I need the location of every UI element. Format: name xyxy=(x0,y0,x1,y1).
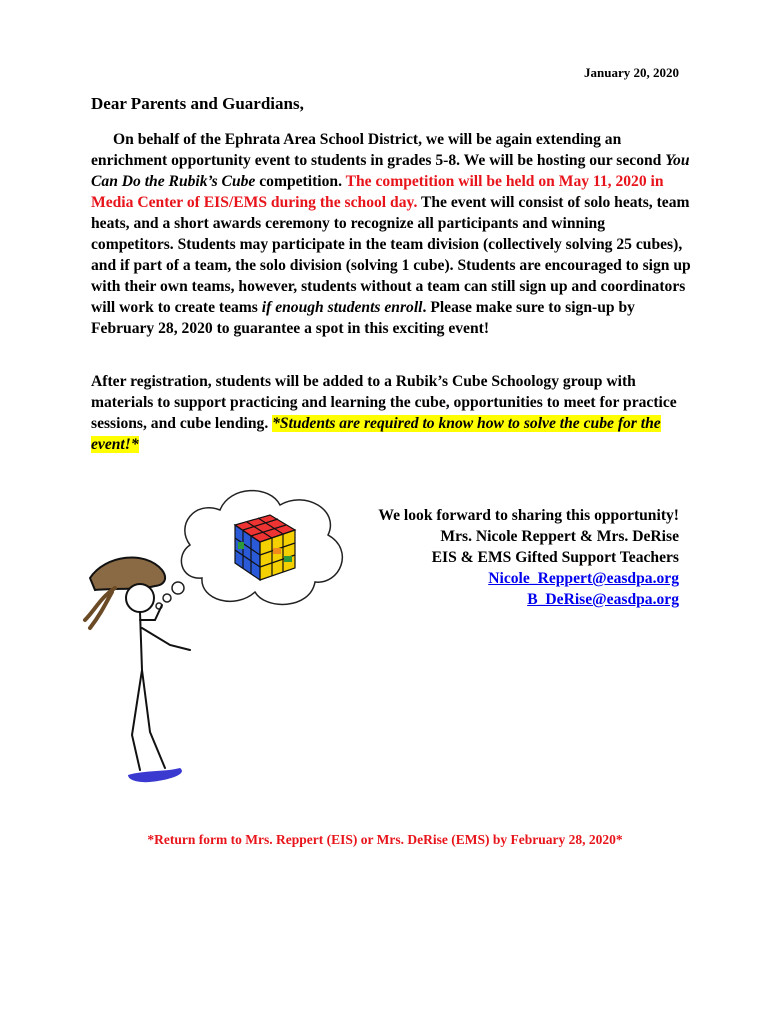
email-link-reppert[interactable]: Nicole_Reppert@easdpa.org xyxy=(488,570,679,587)
stick-figure-thinking-illustration xyxy=(70,470,360,790)
signatories: Mrs. Nicole Reppert & Mrs. DeRise xyxy=(440,528,679,545)
closing-line: We look forward to sharing this opportunity! xyxy=(378,507,679,524)
intro-text-3: The event will consist of solo heats, team heats, and a short awards ceremony to recognize all participants and winning competitors. Students may participate in the team division (collectively solving 25 cubes), and if part of a team, the solo division (solving 1 cube). Students are encouraged to sign up with their own teams, however, students without a team can still sign up and coordinators will work to create teams xyxy=(91,194,691,316)
paragraph-registration xyxy=(91,371,691,455)
event-name: You Can Do the Rubik’s Cube xyxy=(91,152,690,190)
return-form-notice: *Return form to Mrs. Reppert (EIS) or Mrs. DeRise (EMS) by February 28, 2020* xyxy=(147,832,623,847)
salutation: Dear Parents and Guardians, xyxy=(91,94,304,113)
letter-date: January 20, 2020 xyxy=(584,65,679,80)
registration-text: After registration, students will be added to a Rubik’s Cube Schoology group with materials to support practicing and learning the cube, opportunities to meet for practice sessions, and cube lending. xyxy=(91,373,677,432)
email-link-derise[interactable]: B_DeRise@easdpa.org xyxy=(527,591,679,608)
signatory-titles: EIS & EMS Gifted Support Teachers xyxy=(431,549,679,566)
enrollment-condition: if enough students enroll xyxy=(261,299,423,316)
shadow-scribble xyxy=(128,768,182,782)
intro-text-2: competition. xyxy=(255,173,346,190)
event-date-notice: The competition will be held on May 11, 2020 in Media Center of EIS/EMS during the school day. xyxy=(91,173,664,211)
paragraph-intro xyxy=(91,129,691,339)
requirement-highlight: *Students are required to know how to solve the cube for the event!* xyxy=(91,415,661,453)
intro-text-4: . Please make sure to sign-up by February 28, 2020 to guarantee a spot in this exciting event! xyxy=(91,299,635,337)
intro-text-1: On behalf of the Ephrata Area School District, we will be again extending an enrichment opportunity event to students in grades 5-8. We will be hosting our second xyxy=(91,131,666,169)
